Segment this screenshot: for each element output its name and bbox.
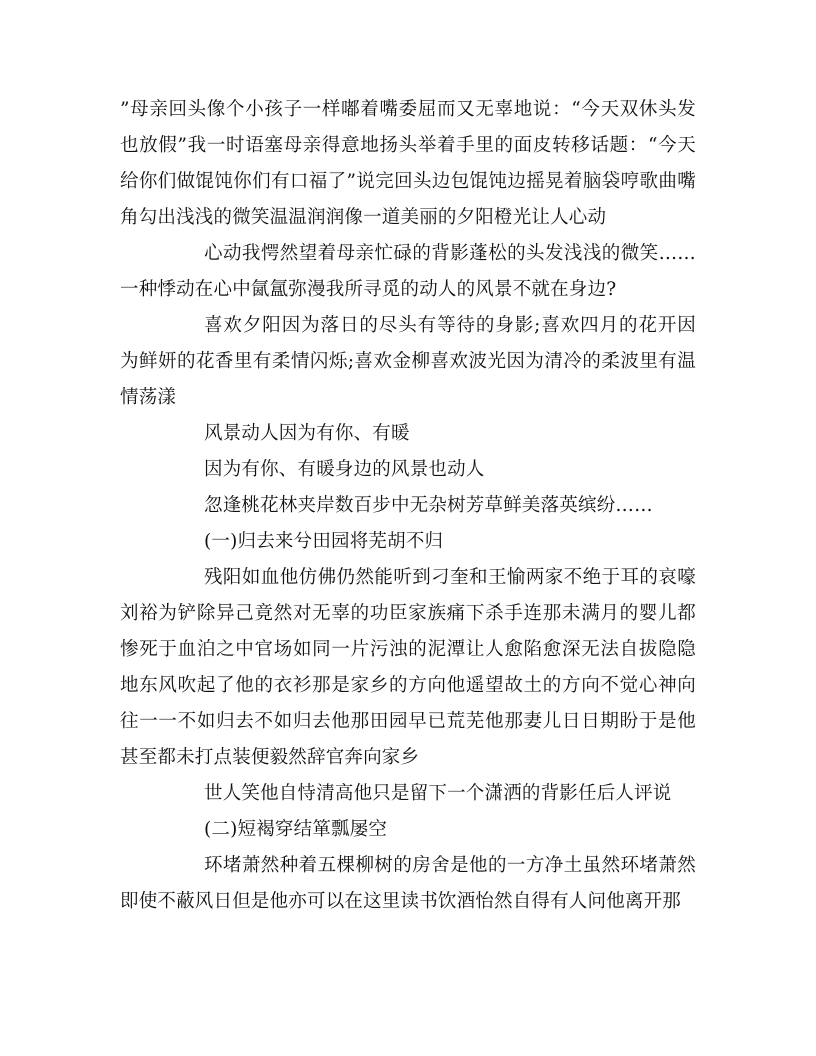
paragraph-6: 忽逢桃花林夹岸数百步中无杂树芳草鲜美落英缤纷…… [204, 495, 653, 516]
paragraph-9: 世人笑他自恃清高他只是留下一个潇洒的背影任后人评说 [204, 783, 672, 804]
paragraph-4: 风景动人因为有你、有暖 [204, 423, 410, 444]
paragraph-3: 喜欢夕阳因为落日的尽头有等待的身影;喜欢四月的花开因为鲜妍的花香里有柔情闪烁;喜欢金柳喜欢波光因为清冷的柔波里有温情荡漾 [120, 315, 696, 408]
paragraph-11: 环堵萧然种着五棵柳树的房舍是他的一方净土虽然环堵萧然即使不蔽风日但是他亦可以在这里读书饮酒怡然自得有人问他离开那 [120, 855, 696, 912]
paragraph-2: 心动我愕然望着母亲忙碌的背影蓬松的头发浅浅的微笑……一种悸动在心中氤氲弥漫我所寻觅的动人的风景不就在身边? [120, 243, 696, 300]
section-heading-2: (二)短褐穿结箪瓢屡空 [204, 819, 388, 840]
paragraph-5: 因为有你、有暖身边的风景也动人 [204, 459, 485, 480]
paragraph-1: ”母亲回头像个小孩子一样嘟着嘴委屈而又无辜地说：“今天双休头发也放假”我一时语塞母亲得意地扬头举着手里的面皮转移话题：“今天给你们做馄饨你们有口福了”说完回头边包馄饨边摇晃着脑袋哼歌曲嘴角勾出浅浅的微笑温温润润像一道美丽的夕阳橙光让人心动 [120, 99, 696, 228]
paragraph-8: 残阳如血他仿佛仍然能听到刁奎和王愉两家不绝于耳的哀嚎刘裕为铲除异己竟然对无辜的功臣家族痛下杀手连那未满月的婴儿都惨死于血泊之中官场如同一片污浊的泥潭让人愈陷愈深无法自拔隐隐地东风吹起了他的衣衫那是家乡的方向他遥望故土的方向不觉心神向往一一不如归去不如归去他那田园早已荒芜他那妻儿日日期盼于是他甚至都未打点装便毅然辞官奔向家乡 [120, 567, 696, 768]
section-heading-1: (一)归去来兮田园将芜胡不归 [204, 531, 444, 552]
document-body [120, 92, 696, 920]
